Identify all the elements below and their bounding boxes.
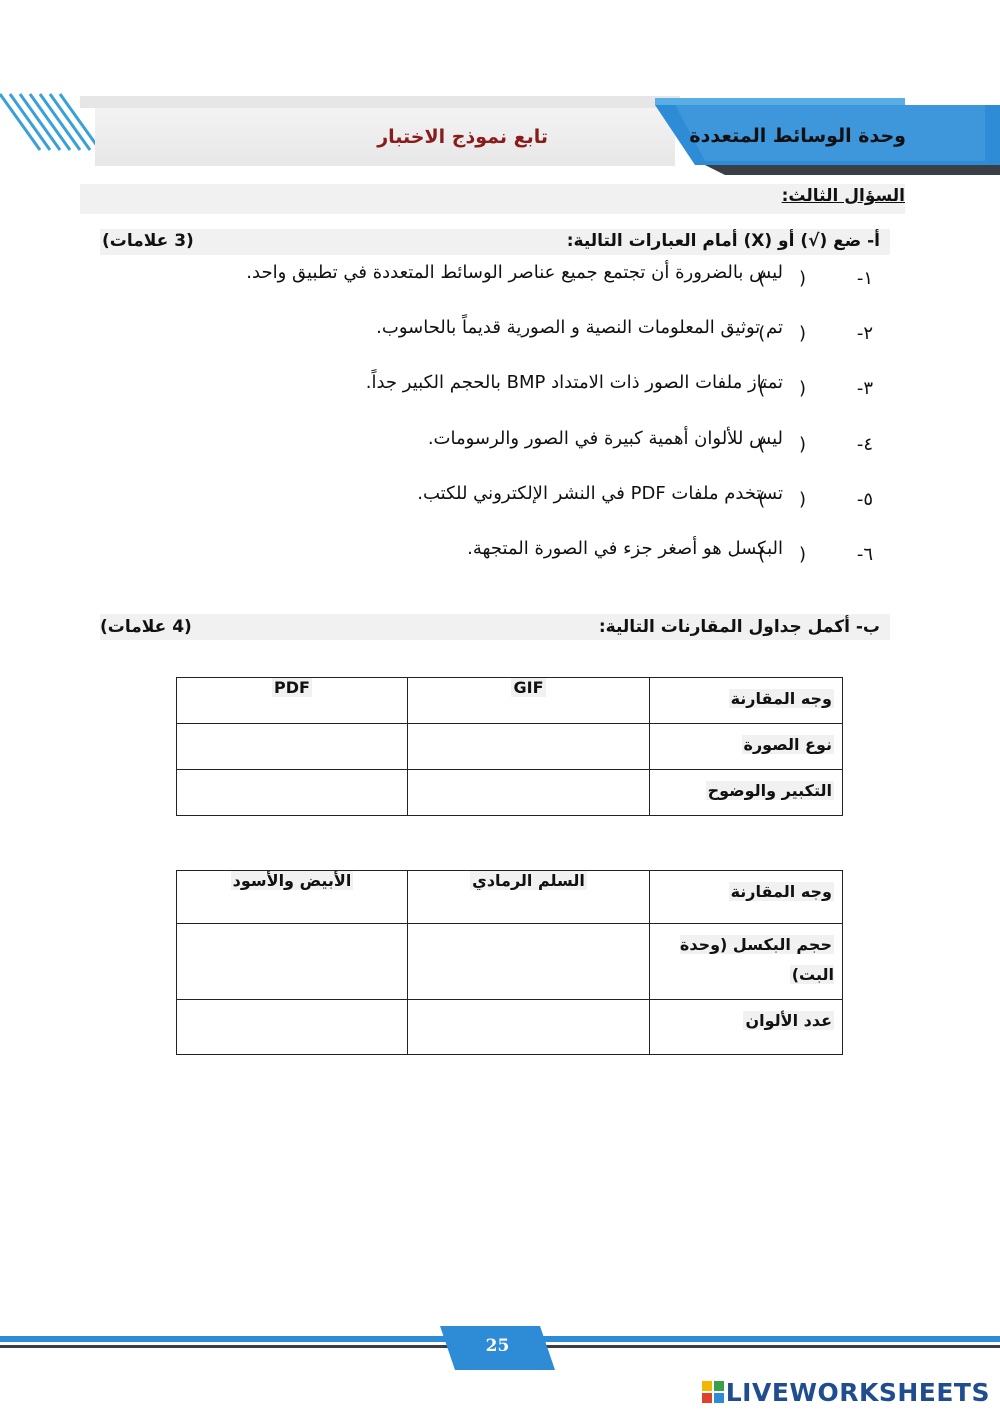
statement-text: ليس بالضرورة أن تجتمع جميع عناصر الوسائط المتعددة في تطبيق واحد. bbox=[246, 262, 783, 283]
comparison-table-gif-pdf bbox=[176, 677, 843, 816]
statement-text: تم توثيق المعلومات النصية و الصورية قديماً بالحاسوب. bbox=[376, 317, 783, 338]
table-row-label: عدد الألوان bbox=[650, 1000, 843, 1055]
answer-cell[interactable] bbox=[177, 770, 408, 816]
answer-cell[interactable] bbox=[408, 924, 650, 1000]
table-row-label: التكبير والوضوح bbox=[650, 770, 843, 816]
comparison-table-grayscale-bw bbox=[176, 870, 843, 1055]
answer-cell[interactable] bbox=[408, 724, 650, 770]
part-a-marks: (3 علامات) bbox=[102, 231, 194, 251]
table-header-cell: وجه المقارنة bbox=[650, 678, 843, 724]
table-header-cell: PDF bbox=[177, 678, 408, 724]
answer-cell[interactable] bbox=[177, 724, 408, 770]
statement-text: تستخدم ملفات PDF في النشر الإلكتروني للكتب. bbox=[417, 483, 783, 504]
statement-text: تمتاز ملفات الصور ذات الامتداد BMP بالحجم الكبير جداً. bbox=[365, 372, 783, 393]
part-b-label: ب- أكمل جداول المقارنات التالية: bbox=[598, 617, 880, 637]
header-top-bar bbox=[80, 96, 680, 108]
answer-box[interactable]: ( ) bbox=[758, 378, 820, 399]
item-number: ٦- bbox=[856, 544, 873, 565]
answer-cell[interactable] bbox=[177, 1000, 408, 1055]
item-number: ٥- bbox=[856, 489, 873, 510]
answer-cell[interactable] bbox=[408, 1000, 650, 1055]
liveworksheets-logo[interactable] bbox=[702, 1378, 990, 1407]
section-title: تابع نموذج الاختبار bbox=[377, 126, 548, 148]
table-row-label: نوع الصورة bbox=[650, 724, 843, 770]
part-a-label: أ- ضع (√) أو (X) أمام العبارات التالية: bbox=[566, 231, 880, 251]
answer-box[interactable]: ( ) bbox=[758, 268, 820, 289]
answer-box[interactable]: ( ) bbox=[758, 323, 820, 344]
table-header-cell: السلم الرمادي bbox=[408, 871, 650, 924]
table-row-label: حجم البكسل (وحدة البت) bbox=[650, 924, 843, 1000]
table-header-cell: GIF bbox=[408, 678, 650, 724]
statement-text: البكسل هو أصغر جزء في الصورة المتجهة. bbox=[467, 538, 783, 559]
answer-box[interactable]: ( ) bbox=[758, 544, 820, 565]
item-number: ١- bbox=[856, 268, 873, 289]
answer-cell[interactable] bbox=[177, 924, 408, 1000]
part-b-marks: (4 علامات) bbox=[100, 617, 192, 637]
question-title: السؤال الثالث: bbox=[781, 186, 905, 206]
liveworksheets-grid-icon bbox=[702, 1381, 724, 1403]
answer-box[interactable]: ( ) bbox=[758, 489, 820, 510]
page-number: 25 bbox=[485, 1336, 510, 1356]
statement-text: ليس للألوان أهمية كبيرة في الصور والرسومات. bbox=[427, 428, 783, 449]
table-header-cell: وجه المقارنة bbox=[650, 871, 843, 924]
answer-box[interactable]: ( ) bbox=[758, 434, 820, 455]
item-number: ٤- bbox=[856, 434, 873, 455]
answer-cell[interactable] bbox=[408, 770, 650, 816]
table-header-cell: الأبيض والأسود bbox=[177, 871, 408, 924]
unit-title: وحدة الوسائط المتعددة bbox=[689, 125, 906, 147]
item-number: ٢- bbox=[856, 323, 873, 344]
brand-name: LIVEWORKSHEETS bbox=[725, 1378, 990, 1407]
item-number: ٣- bbox=[856, 378, 873, 399]
